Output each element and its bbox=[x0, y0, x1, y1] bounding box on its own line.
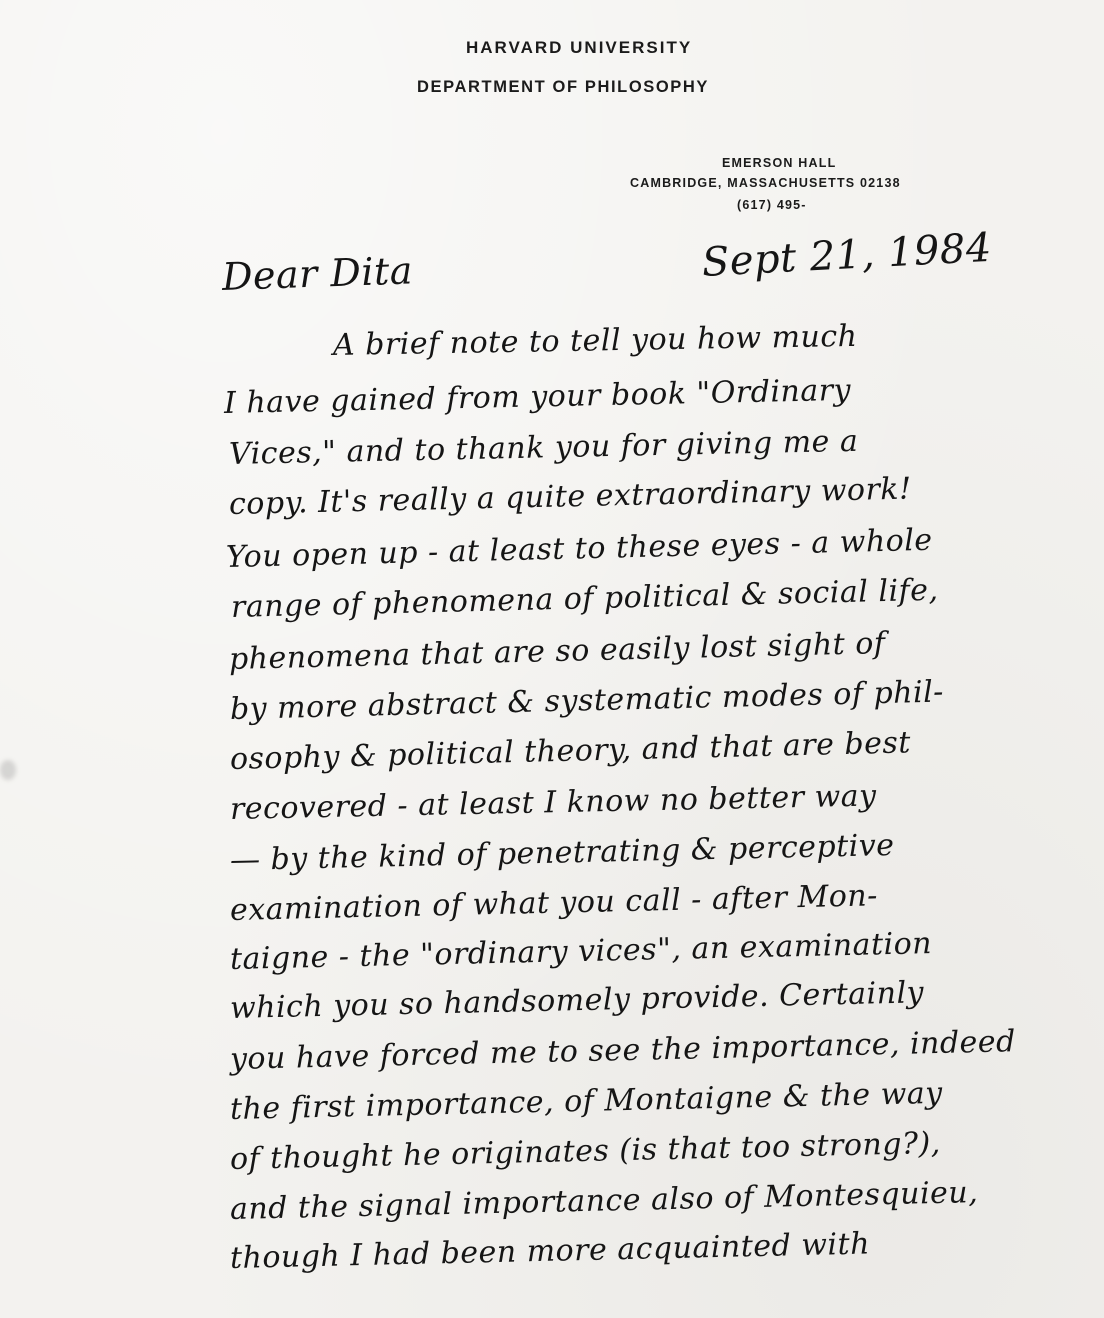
letter-line: taigne - the "ordinary vices", an examination bbox=[229, 926, 933, 977]
letter-line: I have gained from your book "Ordinary bbox=[223, 372, 852, 421]
letter-line: — by the kind of penetrating & perceptive bbox=[229, 827, 895, 878]
letter-line: Vices," and to thank you for giving me a bbox=[228, 423, 859, 472]
letter-line: and the signal importance also of Montesquieu, bbox=[229, 1175, 979, 1227]
letter-line: osophy & political theory, and that are best bbox=[229, 725, 912, 777]
letter-line: examination of what you call - after Mon- bbox=[229, 878, 879, 928]
letterhead-address: CAMBRIDGE, MASSACHUSETTS 02138 bbox=[630, 176, 901, 190]
letter-date: Sept 21, 1984 bbox=[700, 224, 993, 286]
letter-line: copy. It's really a quite extraordinary work! bbox=[228, 471, 912, 522]
letter-line: phenomena that are so easily lost sight of bbox=[228, 625, 886, 677]
letterhead-phone: (617) 495- bbox=[737, 198, 807, 212]
letter-salutation: Dear Dita bbox=[221, 248, 414, 299]
letter-line: which you so handsomely provide. Certainly bbox=[229, 975, 925, 1026]
letter-line: You open up - at least to these eyes - a whole bbox=[225, 522, 934, 575]
letterhead-department: DEPARTMENT OF PHILOSOPHY bbox=[417, 78, 710, 96]
letter-line: by more abstract & systematic modes of phil- bbox=[229, 674, 945, 727]
letterhead-university: HARVARD UNIVERSITY bbox=[466, 38, 693, 57]
letter-line: though I had been more acquainted with bbox=[229, 1226, 871, 1276]
letter-line: of thought he originates (is that too strong?), bbox=[229, 1125, 942, 1177]
letterhead-building: EMERSON HALL bbox=[722, 156, 837, 170]
letter-line: you have forced me to see the importance, indeed bbox=[229, 1024, 1017, 1077]
letter-line: A brief note to tell you how much bbox=[332, 318, 858, 363]
letter-line: recovered - at least I know no better way bbox=[229, 778, 877, 827]
letter-line: range of phenomena of political & social life, bbox=[230, 572, 939, 625]
ink-smudge bbox=[0, 760, 16, 780]
letter-line: the first importance, of Montaigne & the way bbox=[229, 1075, 944, 1127]
